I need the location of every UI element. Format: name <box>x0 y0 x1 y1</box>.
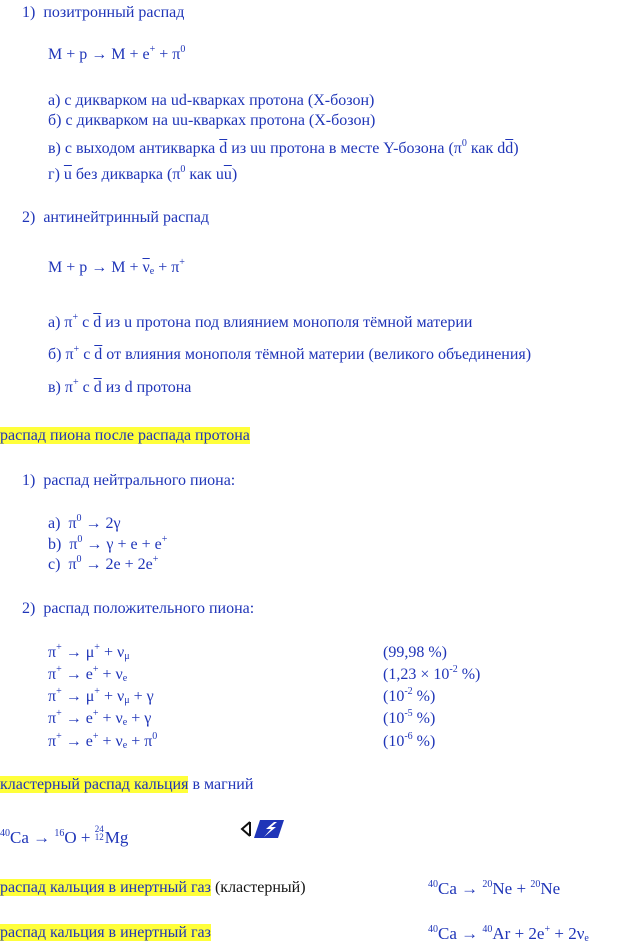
positive-pion-row-1: $\pi^+ \to \mu^+ + \nu_\mu$ <box>48 642 130 662</box>
positive-pion-heading: 2) распад положительного пиона: <box>22 600 255 617</box>
positive-pion-row-3: $\pi^+ \to \mu^+ + \nu_\mu + \gamma$ <box>48 686 154 706</box>
positive-pion-row-2: $\pi^+ \to e^+ + \nu_e$ <box>48 664 128 684</box>
ar-line-equation: $^{40}Ca \to ^{40}Ar + 2e^+ + 2\nu_e$ <box>428 924 589 944</box>
ne-line-equation: $^{40}$Ca → $^{20}$Ne + $^{20}$Ne <box>428 879 561 898</box>
positive-pion-pct-4: ($10^{-5}$ %) <box>383 708 436 727</box>
cluster-mg-equation: $^{40}$Ca → $^{16}$O + 24 12 Mg <box>0 824 129 847</box>
neutral-pion-a: a) $\pi^0 \to 2\gamma$ <box>48 513 121 532</box>
positive-pion-row-5: $\pi^+ \to e^+ + \nu_e + \pi^0$ <box>48 731 158 751</box>
lightning-icon-graphic <box>240 816 292 842</box>
antineutrino-equation: $M + p \to M + \overline{\nu}_e + \pi^+$ <box>48 257 185 277</box>
lightning-icon <box>240 816 292 846</box>
neutral-pion-heading: 1) распад нейтрального пиона: <box>22 472 236 489</box>
positive-pion-pct-1: (99,98 %) <box>383 644 447 661</box>
ar-line-title: распад кальция в инертный газ <box>0 924 211 941</box>
positron-item-b: б) с дикварком на uu-кварках протона (X-бозон) <box>48 112 376 129</box>
neutral-pion-c: c) $\pi^0 \to 2e + 2e^+$ <box>48 554 159 573</box>
positive-pion-pct-5: ($10^{-6}$ %) <box>383 731 436 750</box>
antineutrino-item-a: а) π+ с $\overline{d}$ из u протона под влиянием монополя тёмной материи <box>48 312 473 331</box>
pion-section-title: распад пиона после распада протона <box>0 427 250 444</box>
cluster-mg-title: кластерный распад кальция в магний <box>0 776 254 793</box>
positive-pion-pct-2: ($1,23 \times 10^{-2}$ %) <box>383 664 481 683</box>
antineutrino-item-b: б) π+ с $\overline{d}$ от влияния монополя тёмной материи (великого объединения) <box>48 344 532 363</box>
neutral-pion-b: b) $\pi^0 \to \gamma + e + e^+$ <box>48 534 168 553</box>
positron-item-d: г) $\overline{u}$ без дикварка ($\pi^0$ как $u\overline{u}$) <box>48 164 238 183</box>
positive-pion-row-4: $\pi^+ \to e^+ + \nu_e + \gamma$ <box>48 708 152 728</box>
positive-pion-pct-3: ($10^{-2}$ %) <box>383 686 436 705</box>
antineutrino-item-c: в) π+ с $\overline{d}$ из d протона <box>48 377 192 396</box>
positron-equation: $M + p \to M + e^+ + \pi^0$ <box>48 44 186 63</box>
positron-heading: 1) позитронный распад <box>22 4 185 21</box>
positron-item-a: а) с дикварком на ud-кварках протона (X-бозон) <box>48 92 375 109</box>
antineutrino-heading: 2) антинейтринный распад <box>22 209 209 226</box>
positron-item-c: в) с выходом антикварка $\overline{d}$ из uu протона в месте Y-бозона ($\pi^0$ как $d\overline{d}$) <box>48 138 519 157</box>
ne-line-title: распад кальция в инертный газ (кластерный) <box>0 879 306 896</box>
